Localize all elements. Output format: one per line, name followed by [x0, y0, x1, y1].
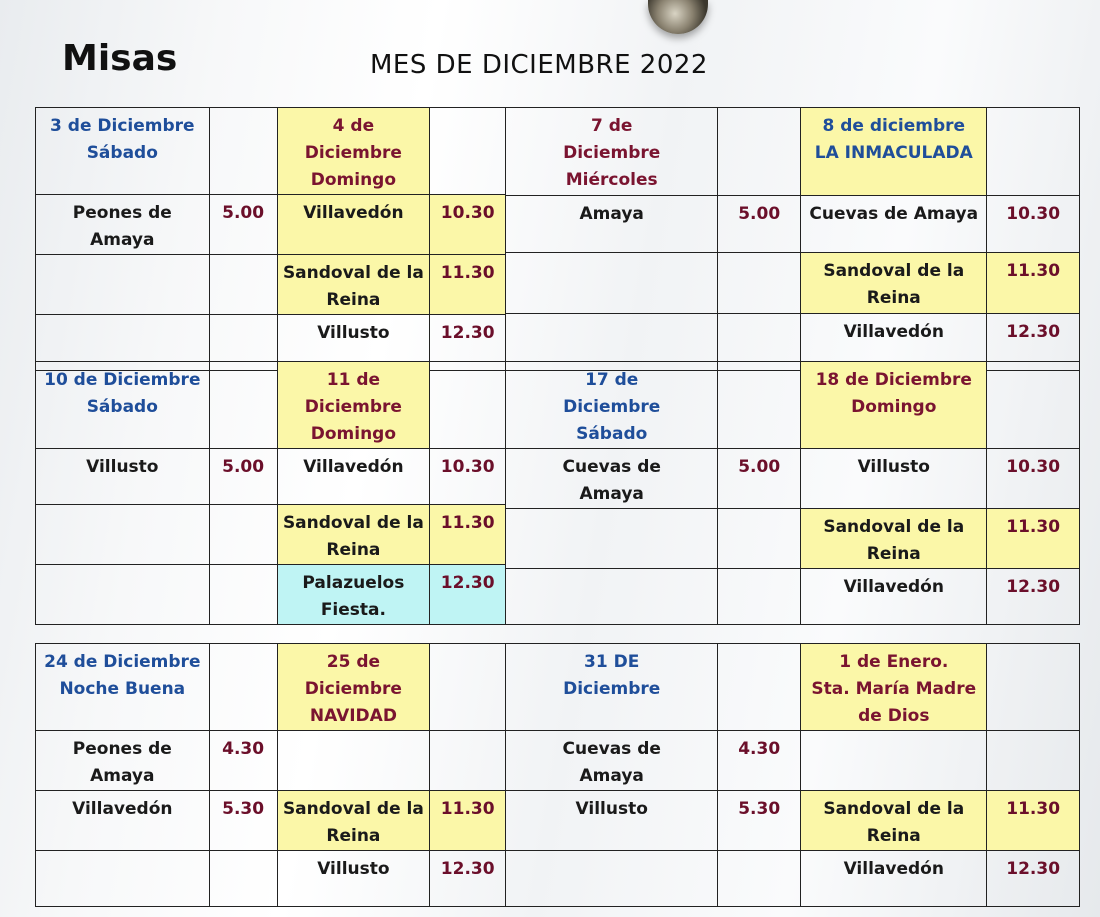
empty-cell: [987, 108, 1079, 196]
time-cell: [430, 449, 505, 504]
empty-cell: [430, 108, 505, 195]
parish-name-line: Sandoval de la: [823, 517, 965, 537]
week-block: [35, 361, 1080, 625]
mass-time: 11.30: [440, 263, 495, 283]
empty-cell: [987, 362, 1079, 449]
empty-cell: [718, 644, 801, 731]
date-header-line: 4 de: [332, 116, 375, 136]
date-header: [506, 362, 718, 449]
date-header-line: LA INMACULADA: [814, 143, 973, 163]
mass-time: 5.30: [738, 799, 781, 819]
parish-name: [278, 505, 431, 565]
date-header-line: Diciembre: [304, 397, 402, 417]
parish-name-line: Amaya: [579, 204, 644, 225]
time-cell: [430, 195, 505, 255]
mass-time: 10.30: [1006, 204, 1061, 225]
time-cell: [210, 565, 278, 624]
parish-name: [36, 565, 210, 624]
date-header: [506, 644, 718, 731]
time-cell: [718, 791, 801, 851]
date-header-line: de Dios: [858, 706, 930, 726]
schedule-table: [505, 643, 1080, 907]
parish-name: [278, 791, 431, 851]
parish-name: [36, 851, 210, 906]
date-header: [801, 108, 987, 196]
time-cell: [718, 449, 801, 509]
mass-time: 11.30: [440, 799, 495, 819]
date-header-line: Diciembre: [563, 679, 661, 699]
parish-name: [278, 565, 431, 624]
date-header-line: 8 de diciembre: [822, 116, 966, 136]
parish-name-line: Reina: [866, 826, 921, 846]
parish-name: [801, 449, 987, 509]
date-header-line: Miércoles: [565, 170, 658, 190]
parish-name-line: Reina: [326, 539, 381, 560]
parish-name-line: Palazuelos: [302, 572, 405, 593]
week-block: [35, 107, 1080, 371]
parish-name-line: Villusto: [857, 457, 930, 477]
parish-name: [278, 255, 431, 315]
time-cell: [430, 791, 505, 851]
parish-name: [278, 195, 431, 255]
parish-name: [801, 569, 987, 624]
parish-name: [506, 509, 718, 569]
mass-time: 11.30: [1006, 799, 1061, 819]
time-cell: [430, 255, 505, 315]
date-header-line: Sta. María Madre: [811, 679, 977, 699]
time-cell: [987, 851, 1079, 906]
parish-name: [36, 255, 210, 315]
parish-name: [801, 196, 987, 252]
parish-name: [36, 731, 210, 791]
time-cell: [210, 731, 278, 791]
date-header-line: 31 DE: [584, 652, 640, 672]
parish-name-line: Villavedón: [303, 457, 404, 478]
mass-time: 11.30: [440, 512, 495, 533]
date-header-line: Sábado: [86, 397, 158, 417]
date-header: [801, 644, 987, 731]
parish-name: [801, 731, 987, 791]
parish-name: [801, 791, 987, 851]
mass-time: 5.00: [222, 457, 265, 478]
page-title: Misas: [62, 38, 178, 79]
date-header-line: Diciembre: [563, 143, 661, 163]
time-cell: [430, 505, 505, 565]
week-block: [35, 643, 1080, 907]
time-cell: [987, 196, 1079, 252]
empty-cell: [718, 362, 801, 449]
schedule-table: [505, 107, 1080, 371]
parish-name: [506, 851, 718, 906]
parish-name-line: Cuevas de Amaya: [809, 204, 979, 225]
mass-time: 12.30: [1006, 859, 1061, 879]
time-cell: [210, 505, 278, 565]
time-cell: [430, 851, 505, 906]
time-cell: [210, 255, 278, 315]
parish-name-line: Villavedón: [843, 859, 944, 879]
empty-cell: [430, 362, 505, 449]
parish-name: [36, 791, 210, 851]
empty-cell: [210, 362, 278, 449]
mass-time: 5.30: [222, 799, 265, 819]
parish-name-line: Amaya: [90, 766, 155, 786]
mass-time: 11.30: [1006, 517, 1061, 537]
schedule-table: [35, 107, 505, 371]
date-header-line: Diciembre: [304, 143, 402, 163]
mass-time: 12.30: [440, 323, 495, 343]
parish-name-line: Peones de: [72, 203, 172, 223]
parish-name: [506, 253, 718, 314]
date-header: [278, 108, 431, 195]
mass-time: 12.30: [1006, 321, 1061, 342]
date-header-line: 11 de: [326, 370, 381, 390]
parish-name-line: Amaya: [90, 230, 155, 250]
parish-name-line: Sandoval de la: [282, 512, 424, 533]
date-header: [801, 362, 987, 449]
parish-name-line: Villusto: [86, 457, 159, 478]
mass-time: 12.30: [440, 572, 495, 593]
time-cell: [987, 449, 1079, 509]
parish-name: [36, 505, 210, 565]
parish-name-line: Villavedón: [843, 321, 944, 342]
mass-time: 4.30: [222, 739, 265, 759]
time-cell: [718, 851, 801, 906]
date-header-line: Sábado: [86, 143, 158, 163]
date-header-line: 24 de Diciembre: [44, 652, 201, 672]
parish-name: [506, 449, 718, 509]
parish-name: [36, 449, 210, 504]
time-cell: [718, 509, 801, 569]
mass-time: 5.00: [738, 204, 781, 225]
parish-name: [278, 449, 431, 504]
date-header-line: Domingo: [851, 397, 937, 417]
mass-time: 10.30: [440, 457, 495, 478]
mass-time: 10.30: [440, 203, 495, 223]
date-header: [36, 108, 210, 195]
parish-name-line: Sandoval de la: [282, 799, 424, 819]
date-header-line: Diciembre: [563, 397, 661, 417]
parish-name: [801, 509, 987, 569]
parish-name: [801, 851, 987, 906]
empty-cell: [210, 108, 278, 195]
schedule-table: [505, 361, 1080, 625]
parish-name-line: Reina: [326, 290, 381, 310]
parish-name-line: Villusto: [317, 323, 390, 343]
date-header-line: Sábado: [576, 424, 648, 444]
parish-name-line: Cuevas de: [562, 739, 661, 759]
parish-name-line: Amaya: [579, 766, 644, 786]
time-cell: [987, 509, 1079, 569]
parish-name: [801, 253, 987, 314]
empty-cell: [987, 644, 1079, 731]
parish-name-line: Villusto: [575, 799, 648, 819]
date-header-line: 17 de: [585, 370, 639, 390]
time-cell: [210, 791, 278, 851]
time-cell: [718, 569, 801, 624]
date-header-line: Noche Buena: [59, 679, 186, 699]
parish-name-line: Reina: [866, 287, 921, 308]
empty-cell: [718, 108, 801, 196]
mass-time: 5.00: [222, 203, 265, 223]
parish-name-line: Amaya: [579, 484, 644, 504]
time-cell: [210, 449, 278, 504]
parish-name: [36, 195, 210, 255]
mass-time: 10.30: [1006, 457, 1061, 477]
parish-name-line: Villusto: [317, 859, 390, 879]
mass-time: 4.30: [738, 739, 781, 759]
empty-cell: [430, 644, 505, 731]
parish-name-line: Sandoval de la: [823, 799, 965, 819]
time-cell: [987, 569, 1079, 624]
time-cell: [987, 253, 1079, 314]
time-cell: [718, 253, 801, 314]
date-header: [506, 108, 718, 196]
parish-name-line: Fiesta.: [320, 599, 386, 620]
date-header-line: Domingo: [310, 424, 397, 444]
parish-name: [506, 196, 718, 252]
schedule-table: [35, 361, 505, 625]
parish-name: [506, 791, 718, 851]
date-header-line: 3 de Diciembre: [50, 116, 195, 136]
date-header-line: NAVIDAD: [309, 706, 397, 726]
time-cell: [718, 731, 801, 791]
parish-name-line: Sandoval de la: [282, 263, 424, 283]
parish-name: [278, 731, 431, 791]
date-header-line: 18 de Diciembre: [815, 370, 972, 390]
mass-time: 12.30: [440, 859, 495, 879]
month-heading: MES DE DICIEMBRE 2022: [370, 50, 708, 80]
date-header: [36, 644, 210, 731]
date-header-line: 10 de Diciembre: [44, 370, 201, 390]
time-cell: [210, 851, 278, 906]
mass-time: 5.00: [738, 457, 781, 477]
time-cell: [987, 791, 1079, 851]
time-cell: [430, 731, 505, 791]
parish-name-line: Villavedón: [72, 799, 173, 819]
parish-name-line: Cuevas de: [562, 457, 661, 477]
date-header-line: 7 de: [590, 116, 633, 136]
date-header: [278, 362, 431, 449]
parish-name-line: Villavedón: [303, 203, 404, 223]
parish-name: [506, 731, 718, 791]
date-header-line: Domingo: [310, 170, 397, 190]
thumbtack: [648, 0, 708, 34]
date-header-line: Diciembre: [304, 679, 402, 699]
parish-name: [506, 569, 718, 624]
parish-name-line: Peones de: [72, 739, 172, 759]
date-header: [278, 644, 431, 731]
parish-name-line: Villavedón: [843, 577, 944, 597]
time-cell: [718, 196, 801, 252]
empty-cell: [210, 644, 278, 731]
time-cell: [430, 565, 505, 624]
parish-name-line: Reina: [866, 544, 921, 564]
mass-time: 12.30: [1006, 577, 1061, 597]
date-header-line: 1 de Enero.: [839, 652, 949, 672]
time-cell: [987, 731, 1079, 791]
parish-name-line: Sandoval de la: [823, 260, 965, 281]
parish-name: [278, 851, 431, 906]
date-header: [36, 362, 210, 449]
time-cell: [210, 195, 278, 255]
schedule-table: [35, 643, 505, 907]
date-header-line: 25 de: [326, 652, 381, 672]
parish-name-line: Reina: [326, 826, 381, 846]
mass-time: 11.30: [1006, 260, 1061, 281]
